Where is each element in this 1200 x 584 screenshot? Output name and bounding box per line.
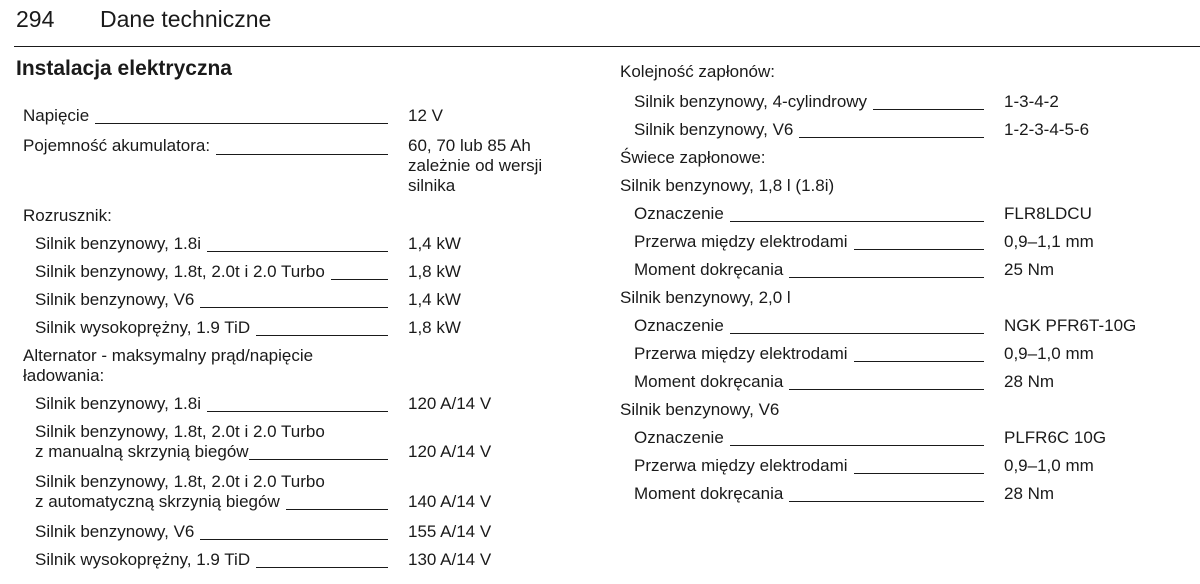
- leader-line: [730, 333, 984, 334]
- spec-label: Przerwa między elektrodami: [634, 344, 848, 363]
- right-column: [620, 62, 1190, 522]
- spec-row: [634, 316, 1136, 336]
- spec-label: Silnik wysokoprężny, 1.9 TiD: [35, 550, 251, 569]
- spec-label: Oznaczenie: [634, 204, 724, 223]
- spec-value: 0,9–1,0 mm: [1004, 456, 1094, 475]
- leader-line: [854, 249, 984, 250]
- leader-line: [789, 501, 984, 502]
- leader-line: [799, 137, 984, 138]
- spec-label: Moment dokręcania: [634, 260, 784, 279]
- leader-line: [207, 251, 388, 252]
- spec-value: 140 A/14 V: [408, 492, 492, 511]
- leader-line: [789, 277, 984, 278]
- spec-value: 12 V: [408, 106, 443, 125]
- leader-line: [256, 335, 388, 336]
- spec-row: [634, 260, 1054, 280]
- leader-line: [331, 279, 388, 280]
- spec-label: Przerwa między elektrodami: [634, 456, 848, 475]
- header-rule: [14, 46, 1200, 47]
- engine-heading: Silnik benzynowy, V6: [620, 400, 780, 419]
- leader-line: [256, 567, 388, 568]
- spec-value: 1,4 kW: [408, 290, 461, 309]
- spec-row: [634, 344, 1094, 364]
- spec-label: Silnik benzynowy, 1.8i: [35, 394, 201, 413]
- left-column: [23, 106, 593, 576]
- leader-line: [286, 509, 388, 510]
- leader-line: [216, 154, 388, 155]
- spec-label-line1: Silnik benzynowy, 1.8t, 2.0t i 2.0 Turbo: [35, 422, 325, 441]
- spec-row: [35, 522, 491, 542]
- subsection-heading: Alternator - maksymalny prąd/napięcie ładowania:: [23, 346, 314, 385]
- spec-row: [634, 372, 1054, 392]
- leader-line: [95, 123, 388, 124]
- spec-row: [35, 550, 491, 570]
- spec-value: 155 A/14 V: [408, 522, 492, 541]
- leader-line: [249, 459, 388, 460]
- engine-heading: Silnik benzynowy, 1,8 l (1.8i): [620, 176, 835, 195]
- spec-label: Silnik benzynowy, V6: [35, 522, 195, 541]
- spec-row: [634, 120, 1089, 140]
- engine-heading: Silnik benzynowy, 2,0 l: [620, 288, 791, 307]
- spec-row: [35, 318, 461, 338]
- spec-value: 60, 70 lub 85 Ah zależnie od wersji silnika: [408, 136, 543, 195]
- spec-value: 1-3-4-2: [1004, 92, 1059, 111]
- spec-row: [35, 472, 491, 512]
- spec-row: [634, 204, 1092, 224]
- spec-row: [35, 394, 491, 414]
- leader-line: [730, 221, 984, 222]
- spec-row: [634, 232, 1094, 252]
- spec-row: [35, 262, 461, 282]
- subsection-heading: Świece zapłonowe:: [620, 148, 766, 167]
- spec-label-line1: Silnik benzynowy, 1.8t, 2.0t i 2.0 Turbo: [35, 472, 325, 491]
- spec-label: Silnik benzynowy, V6: [35, 290, 195, 309]
- spec-row: [35, 422, 491, 462]
- spec-row-napiecie: [23, 106, 443, 126]
- spec-label-line2: z manualną skrzynią biegów: [35, 442, 249, 461]
- spec-value: 130 A/14 V: [408, 550, 492, 569]
- leader-line: [207, 411, 388, 412]
- subsection-heading: Kolejność zapłonów:: [620, 62, 775, 81]
- leader-line: [200, 539, 388, 540]
- leader-line: [854, 361, 984, 362]
- spec-value: 28 Nm: [1004, 484, 1055, 503]
- spec-row: [35, 290, 461, 310]
- leader-line: [873, 109, 984, 110]
- spec-label: Oznaczenie: [634, 316, 724, 335]
- spec-row: [634, 484, 1054, 504]
- spec-label: Moment dokręcania: [634, 372, 784, 391]
- spec-label-line2: z automatyczną skrzynią biegów: [35, 492, 280, 511]
- spec-label: Silnik benzynowy, V6: [634, 120, 794, 139]
- spec-label: Silnik benzynowy, 1.8t, 2.0t i 2.0 Turbo: [35, 262, 325, 281]
- leader-line: [854, 473, 984, 474]
- spec-label: Przerwa między elektrodami: [634, 232, 848, 251]
- spec-label: Moment dokręcania: [634, 484, 784, 503]
- spec-row: [634, 428, 1106, 448]
- section-title: Instalacja elektryczna: [16, 57, 232, 80]
- spec-row: [35, 234, 461, 254]
- spec-value: PLFR6C 10G: [1004, 428, 1107, 447]
- spec-label: Silnik wysokoprężny, 1.9 TiD: [35, 318, 251, 337]
- spec-label: Silnik benzynowy, 4-cylindrowy: [634, 92, 868, 111]
- spec-value: FLR8LDCU: [1004, 204, 1092, 223]
- spec-value: 0,9–1,0 mm: [1004, 344, 1094, 363]
- spec-label: Napięcie: [23, 106, 90, 125]
- spec-row: [634, 456, 1094, 476]
- leader-line: [200, 307, 388, 308]
- spec-value: 1-2-3-4-5-6: [1004, 120, 1090, 139]
- chapter-title: Dane techniczne: [100, 6, 272, 32]
- spec-row-akumulator: [23, 136, 542, 196]
- leader-line: [730, 445, 984, 446]
- spec-value: NGK PFR6T-10G: [1004, 316, 1137, 335]
- spec-value: 1,8 kW: [408, 318, 461, 337]
- spec-value: 120 A/14 V: [408, 394, 492, 413]
- spec-value: 1,4 kW: [408, 234, 461, 253]
- spec-label: Pojemność akumulatora:: [23, 136, 211, 155]
- subsection-heading: Rozrusznik:: [23, 206, 112, 225]
- spec-label: Silnik benzynowy, 1.8i: [35, 234, 201, 253]
- spec-value: 1,8 kW: [408, 262, 461, 281]
- leader-line: [789, 389, 984, 390]
- page-number: 294: [16, 6, 55, 32]
- spec-value: 120 A/14 V: [408, 442, 492, 461]
- spec-row: [634, 92, 1059, 112]
- spec-value: 25 Nm: [1004, 260, 1055, 279]
- spec-value: 28 Nm: [1004, 372, 1055, 391]
- page-header: [16, 6, 271, 40]
- spec-value: 0,9–1,1 mm: [1004, 232, 1094, 251]
- spec-label: Oznaczenie: [634, 428, 724, 447]
